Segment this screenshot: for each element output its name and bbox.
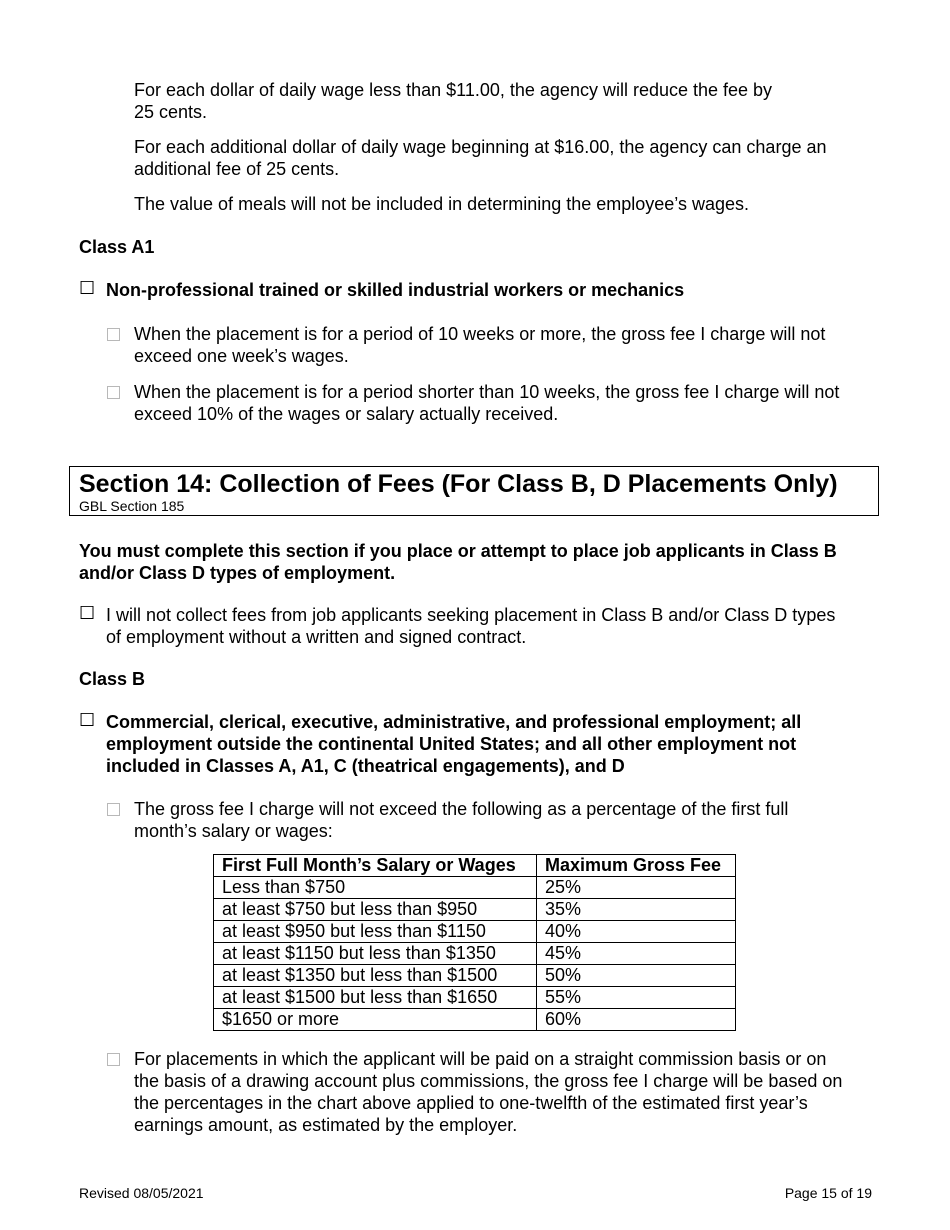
table-row: [214, 965, 736, 987]
fee-table-header-row: [214, 855, 736, 877]
table-cell-salary: at least $750 but less than $950: [214, 899, 537, 921]
fee-table-header-fee: Maximum Gross Fee: [537, 855, 736, 877]
class-a1-option1-checkbox[interactable]: [107, 328, 120, 341]
table-cell-salary: at least $1500 but less than $1650: [214, 987, 537, 1009]
fee-table-header-salary: First Full Month’s Salary or Wages: [214, 855, 537, 877]
meals-paragraph: The value of meals will not be included in determining the employee’s wages.: [134, 194, 750, 214]
table-cell-salary: at least $1150 but less than $1350: [214, 943, 537, 965]
section-14-subtitle: GBL Section 185: [79, 498, 185, 514]
table-cell-fee: 60%: [537, 1009, 736, 1031]
table-cell-fee: 45%: [537, 943, 736, 965]
section-14-instruction: You must complete this section if you place or attempt to place job applicants in Class B and/or Class D types of employment.: [79, 541, 837, 583]
section-14-title: Section 14: Collection of Fees (For Class B, D Placements Only): [79, 470, 838, 498]
contract-checkbox-label: I will not collect fees from job applicants seeking placement in Class B and/or Class D types of employment without a written and signed contract.: [106, 605, 836, 647]
class-a1-option1-text: When the placement is for a period of 10 weeks or more, the gross fee I charge will not exceed one week’s wages.: [134, 324, 826, 366]
wage-reduction-paragraph: For each dollar of daily wage less than $11.00, the agency will reduce the fee by 25 cents.: [134, 80, 773, 122]
table-row: [214, 877, 736, 899]
class-a1-option2-text: When the placement is for a period shorter than 10 weeks, the gross fee I charge will not exceed 10% of the wages or salary actually received.: [134, 382, 840, 424]
table-cell-fee: 55%: [537, 987, 736, 1009]
class-b-option1-text: The gross fee I charge will not exceed the following as a percentage of the first full month’s salary or wages:: [134, 799, 789, 841]
wage-additional-paragraph: For each additional dollar of daily wage beginning at $16.00, the agency can charge an additional fee of 25 cents.: [134, 137, 827, 179]
class-a1-checkbox[interactable]: ☐: [79, 278, 96, 299]
class-b-checkbox[interactable]: ☐: [79, 710, 96, 731]
class-b-option1-checkbox[interactable]: [107, 803, 120, 816]
table-cell-salary: Less than $750: [214, 877, 537, 899]
table-row: [214, 987, 736, 1009]
table-row: [214, 1009, 736, 1031]
table-cell-salary: at least $950 but less than $1150: [214, 921, 537, 943]
table-row: [214, 943, 736, 965]
table-cell-fee: 35%: [537, 899, 736, 921]
page-number: Page 15 of 19: [784, 1185, 872, 1201]
table-cell-fee: 25%: [537, 877, 736, 899]
section-14-header: [69, 466, 879, 516]
table-row: [214, 899, 736, 921]
class-b-option2-text: For placements in which the applicant will be paid on a straight commission basis or on the basis of a drawing account plus commissions, the gross fee I charge will be based on the percentages in the chart above applied to one-twelfth of the estimated first year’s earnings amount, as estimated by the employer.: [134, 1049, 843, 1135]
class-b-checkbox-label: Commercial, clerical, executive, administrative, and professional employment; all employment outside the continental United States; and all other employment not included in Classes A, A1, C (theatrical engagements), and D: [106, 712, 802, 776]
fee-table: [213, 854, 736, 1031]
revised-date: Revised 08/05/2021: [79, 1185, 204, 1201]
contract-checkbox[interactable]: ☐: [79, 603, 96, 624]
class-a1-checkbox-label: Non-professional trained or skilled industrial workers or mechanics: [106, 280, 685, 300]
table-row: [214, 921, 736, 943]
table-cell-salary: at least $1350 but less than $1500: [214, 965, 537, 987]
class-b-heading: Class B: [79, 669, 146, 689]
class-a1-heading: Class A1: [79, 237, 155, 257]
table-cell-fee: 40%: [537, 921, 736, 943]
table-cell-salary: $1650 or more: [214, 1009, 537, 1031]
class-a1-option2-checkbox[interactable]: [107, 386, 120, 399]
class-b-option2-checkbox[interactable]: [107, 1053, 120, 1066]
table-cell-fee: 50%: [537, 965, 736, 987]
